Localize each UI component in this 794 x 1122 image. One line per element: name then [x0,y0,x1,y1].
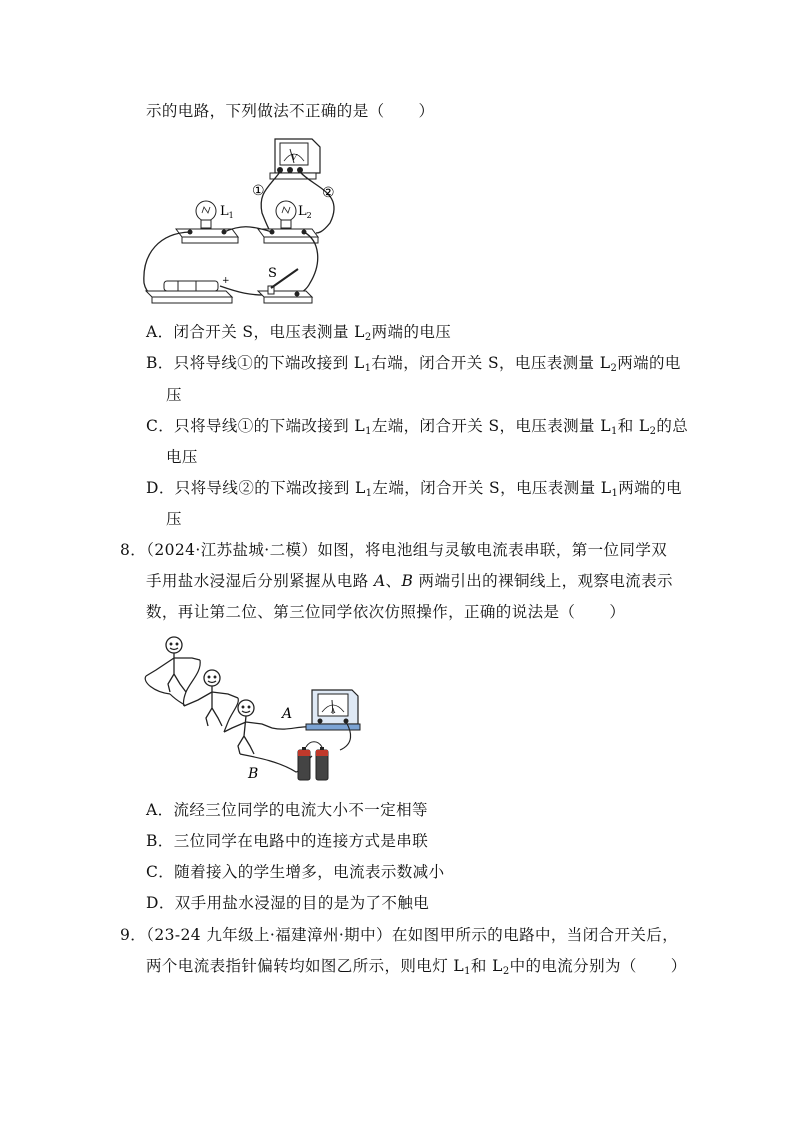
bulb-l2-icon [258,201,318,243]
wire-1-label: ① [252,183,265,199]
q7-option-a: A．闭合开关 S，电压表测量 $L_2$两端的电压 [146,323,452,343]
ammeter-icon [306,690,360,730]
q8-students-figure [140,632,370,787]
q7-option-c: C．只将导线①的下端改接到 $L_1$左端，闭合开关 S，电压表测量 $L_1$和 $L_2$的总 [146,417,689,437]
label-a: A [282,706,293,722]
label-b: B [248,766,259,782]
q8-option-a: A．流经三位同学的电流大小不一定相等 [146,801,428,819]
q7-option-b: B．只将导线①的下端改接到 $L_1$右端，闭合开关 S，电压表测量 $L_2$两端的电 [146,354,681,374]
q8-stem-line2: 手用盐水浸湿后分别紧握从电路 A、B 两端引出的裸铜线上，观察电流表示 [146,572,673,590]
q7-option-d-cont: 压 [166,510,182,528]
bulb-l1-icon [176,201,238,243]
wire-2-label: ② [322,185,335,201]
ammeter-label: A [330,708,336,715]
q7-option-d: D．只将导线②的下端改接到 $L_1$左端，闭合开关 S，电压表测量 $L_1$两端的电 [146,479,682,499]
battery-pack-icon [298,742,328,780]
student-1-icon [146,637,200,692]
q7-option-c-cont: 电压 [166,448,198,466]
voltmeter-label: V [291,153,297,162]
q7-circuit-figure [140,133,340,308]
l2-label: $L_2$ [298,204,312,220]
q8-option-b: B．三位同学在电路中的连接方式是串联 [146,832,429,850]
q7-option-b-cont: 压 [166,386,182,404]
switch-label: S [268,266,277,281]
q8-option-c: C．随着接入的学生增多，电流表示数减小 [146,863,445,881]
q9-stem-line2: 两个电流表指针偏转均如图乙所示，则电灯 $L_1$和 $L_2$中的电流分别为（ ） [146,957,687,977]
q9-stem-line1: 9．（23-24 九年级上·福建漳州·期中）在如图甲所示的电路中，当闭合开关后， [120,926,679,944]
q8-stem-line3: 数，再让第二位、第三位同学依次仿照操作，正确的说法是（ ） [146,603,626,621]
q8-option-d: D．双手用盐水浸湿的目的是为了不触电 [146,894,430,912]
student-3-icon [224,700,272,754]
q8-stem-line1: 8．（2024·江苏盐城·二模）如图，将电池组与灵敏电流表串联，第一位同学双 [120,541,668,559]
switch-icon [258,269,312,303]
q8-number: 8． [120,541,147,559]
l1-label: $L_1$ [220,204,234,220]
q7-stem-tail: 示的电路，下列做法不正确的是（ ） [146,102,435,120]
battery-icon [146,276,232,303]
q9-number: 9． [120,926,147,944]
voltmeter-icon [270,139,320,179]
svg-text:+: + [222,276,230,286]
